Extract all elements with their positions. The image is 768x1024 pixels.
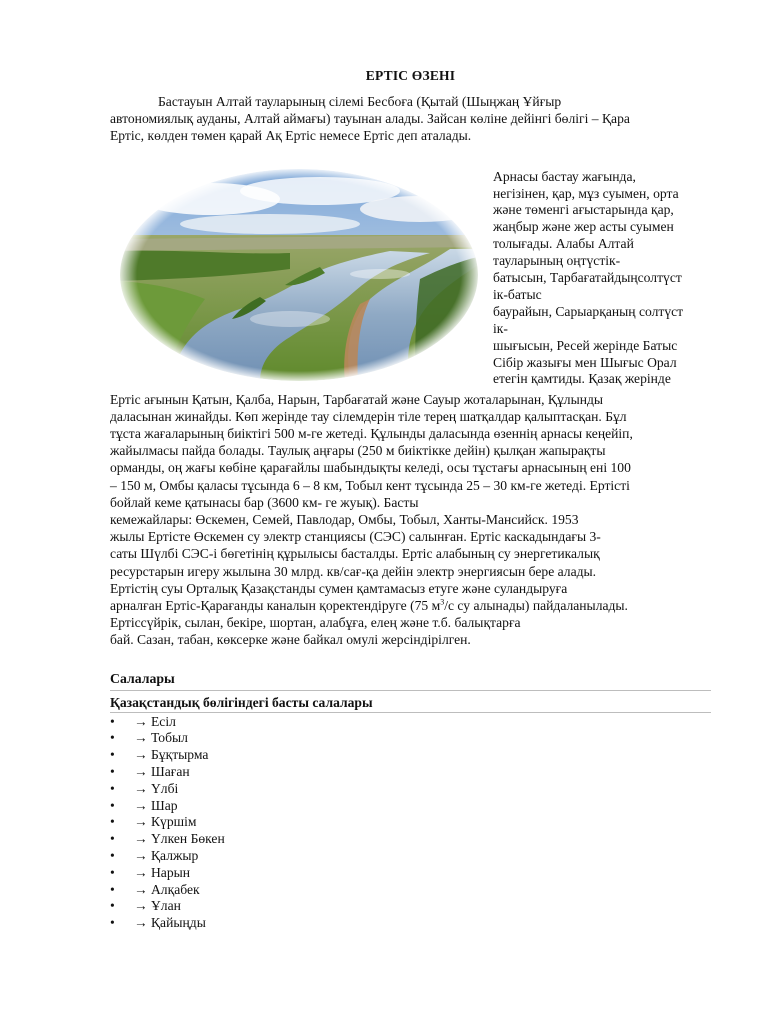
bullet-icon: • <box>110 780 115 796</box>
tributary-name: → Ұлан <box>134 898 181 914</box>
tributary-name: → Шаған <box>134 764 190 780</box>
body-line: ресурстарын игеру жылына 30 млрд. кв/сағ-қа дейін электр энергиясын бере алады. <box>110 563 597 579</box>
canal-line-start: арналған Ертіс-Қарағанды каналын қоректендіруге (75 м <box>110 598 441 614</box>
body-line: тұста жағаларының биіктігі 500 м-ге жетеді. Құлынды даласында өзеннің арнасы кеңейіп, <box>110 426 633 442</box>
bullet-icon: • <box>110 848 115 864</box>
list-item <box>110 848 711 865</box>
page-title: ЕРТІС ӨЗЕНІ <box>365 68 456 83</box>
side-line: етегін қамтиды. Қазақ жерінде <box>493 371 671 387</box>
tributary-name: → Есіл <box>134 713 176 729</box>
side-line: Сібір жазығы мен Шығыс Орал <box>493 354 677 370</box>
list-item <box>110 898 711 915</box>
body-line: жайылмасы пайда болады. Таулық аңғары (250 м биіктікке дейін) қылқан жапырақты <box>110 443 606 459</box>
side-line: толығады. Алабы Алтай <box>493 236 634 252</box>
intro-line: Бастауын Алтай тауларының сілемі Бесбоға (Қытай (Шыңжаң Ұйғыр <box>158 94 562 109</box>
body-line: Ертістің суы Орталық Қазақстанды сумен қамтамасыз етуге және суландыруға <box>110 580 568 596</box>
bullet-icon: • <box>110 747 115 763</box>
side-line: Арнасы бастау жағында, <box>493 168 636 184</box>
body-line: даласынан жинайды. Көп жерінде тау сілемдерін тіле терең шатқалдар қалыптасқан. Бұл <box>110 408 627 424</box>
body-line: бойлай кеме қатынасы бар (3600 км- ге жуық). Басты <box>110 494 419 510</box>
tributary-name: → Күршім <box>134 814 197 830</box>
tributary-name: → Шар <box>134 797 178 813</box>
list-item <box>110 798 711 815</box>
canal-line <box>110 597 711 614</box>
tributary-name: → Үлкен Бөкен <box>134 831 225 847</box>
list-item <box>110 814 711 831</box>
fish-line: бай. Сазан, табан, көксерке және байкал омулі жерсіндірілген. <box>110 632 471 648</box>
photo-and-side-text <box>110 169 711 391</box>
list-item <box>110 730 711 747</box>
list-item <box>110 915 711 932</box>
list-item <box>110 831 711 848</box>
document-page <box>110 68 711 932</box>
bullet-icon: • <box>110 797 115 813</box>
bullet-icon: • <box>110 898 115 914</box>
bullet-icon: • <box>110 915 115 931</box>
side-line: баурайын, Сарыарқаның солтүст <box>493 303 684 319</box>
body-line: кемежайлары: Өскемен, Семей, Павлодар, Омбы, Тобыл, Ханты-Мансийск. 1953 <box>110 512 579 528</box>
tributary-name: → Қалжыр <box>134 848 199 864</box>
body-line: орманды, оң жағы көбіне қарағайлы шабындықты келеді, осы тұстағы арнасының ені 100 <box>110 460 631 476</box>
body-line: Ертіс ағынын Қатын, Қалба, Нарын, Тарбағатай және Сауыр жоталарынан, Құлынды <box>110 391 604 407</box>
canal-line-end: /с су алынады) пайдаланылады. <box>444 598 628 614</box>
bullet-icon: • <box>110 864 115 880</box>
bullet-icon: • <box>110 764 115 780</box>
bullet-icon: • <box>110 713 115 729</box>
intro-line: Ертіс, көлден төмен қарай Ақ Ертіс немесе Ертіс деп аталады. <box>110 128 472 144</box>
tributary-name: → Бұқтырма <box>134 747 209 763</box>
side-line: шығысын, Ресей жерінде Батыс <box>493 337 678 353</box>
side-line: жаңбыр және жер асты суымен <box>493 219 674 235</box>
side-line: батысын, Тарбағатайдыңсолтүст <box>493 270 682 286</box>
tributary-name: → Тобыл <box>134 730 188 746</box>
list-item <box>110 882 711 899</box>
side-line: негізінен, қар, мұз суымен, орта <box>493 185 679 201</box>
list-item <box>110 747 711 764</box>
bullet-icon: • <box>110 814 115 830</box>
list-item <box>110 764 711 781</box>
tributaries-heading: Салалары <box>110 671 711 691</box>
list-item <box>110 781 711 798</box>
bullet-icon: • <box>110 831 115 847</box>
tributary-list <box>110 714 711 932</box>
tributary-name: → Алқабек <box>134 881 200 897</box>
side-line: және төменгі ағыстарында қар, <box>493 202 674 218</box>
tributary-name: → Нарын <box>134 864 191 880</box>
body-line: – 150 м, Омбы қаласы тұсында 6 – 8 км, Тобыл кент тұсында 25 – 30 км-ге жетеді. Ертісті <box>110 477 630 493</box>
body-line: саты Шүлбі СЭС-і бөгетінің құрылысы басталды. Ертіс алабының су энергетикалық <box>110 546 600 562</box>
side-line: ік-батыс <box>493 286 542 302</box>
bullet-icon: • <box>110 881 115 897</box>
side-line: ік- <box>493 320 508 336</box>
intro-paragraph <box>110 93 711 145</box>
superscript-three: 3 <box>440 597 445 607</box>
main-paragraph <box>110 391 711 649</box>
river-photo <box>120 169 478 381</box>
tributary-name: → Қайыңды <box>134 915 206 931</box>
list-item <box>110 714 711 731</box>
body-line: жылы Ертісте Өскемен су электр станциясы (СЭС) салынған. Ертіс каскадындағы 3- <box>110 529 601 545</box>
list-item <box>110 865 711 882</box>
side-paragraph <box>493 169 711 389</box>
side-line: тауларының оңтүстік- <box>493 253 621 269</box>
bullet-icon: • <box>110 730 115 746</box>
tributary-name: → Үлбі <box>134 780 179 796</box>
fish-line: Ертіссүйрік, сылан, бекіре, шортан, алабұға, елең және т.б. балықтарға <box>110 615 521 631</box>
kazakh-tributaries-subheading: Қазақстандық бөлігіндегі басты салалары <box>110 695 711 713</box>
intro-line: автономиялық ауданы, Алтай аймағы) тауынан алады. Зайсан көліне дейінгі бөлігі – Қара <box>110 111 630 127</box>
